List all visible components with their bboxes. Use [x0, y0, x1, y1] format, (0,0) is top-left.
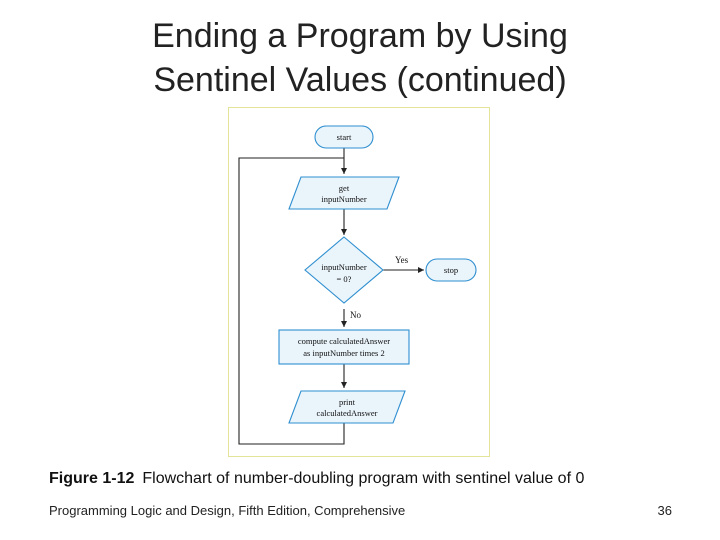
figure-number: Figure 1-12 [49, 470, 135, 487]
input-parallelogram [289, 177, 399, 209]
process-label-line-1: compute calculatedAnswer [297, 336, 391, 346]
slide-title-line-1: Ending a Program by Using [152, 17, 568, 55]
flowchart-figure [228, 107, 490, 457]
process-label-line-2: as inputNumber times 2 [303, 348, 385, 358]
slide-title-line-2: Sentinel Values (continued) [153, 61, 567, 99]
no-branch-label: No [350, 310, 361, 320]
output-label-line-1: print [338, 397, 356, 407]
page-number: 36 [657, 503, 672, 518]
decision-label-line-2: = 0? [336, 274, 352, 284]
yes-branch-label: Yes [395, 255, 409, 265]
output-parallelogram [289, 391, 405, 423]
figure-caption-text: Flowchart of number-doubling program with sentinel value of 0 [142, 470, 585, 487]
slide-title [0, 14, 720, 102]
figure-caption [49, 470, 584, 488]
input-label-line-2: inputNumber [321, 194, 367, 204]
output-label-line-2: calculatedAnswer [316, 408, 378, 418]
start-terminal-label: start [336, 132, 352, 142]
decision-label-line-1: inputNumber [321, 262, 367, 272]
input-label-line-1: get [338, 183, 350, 193]
stop-terminal-label: stop [443, 265, 459, 275]
footer-source: Programming Logic and Design, Fifth Edition, Comprehensive [49, 503, 406, 518]
flowchart-canvas [229, 108, 491, 458]
